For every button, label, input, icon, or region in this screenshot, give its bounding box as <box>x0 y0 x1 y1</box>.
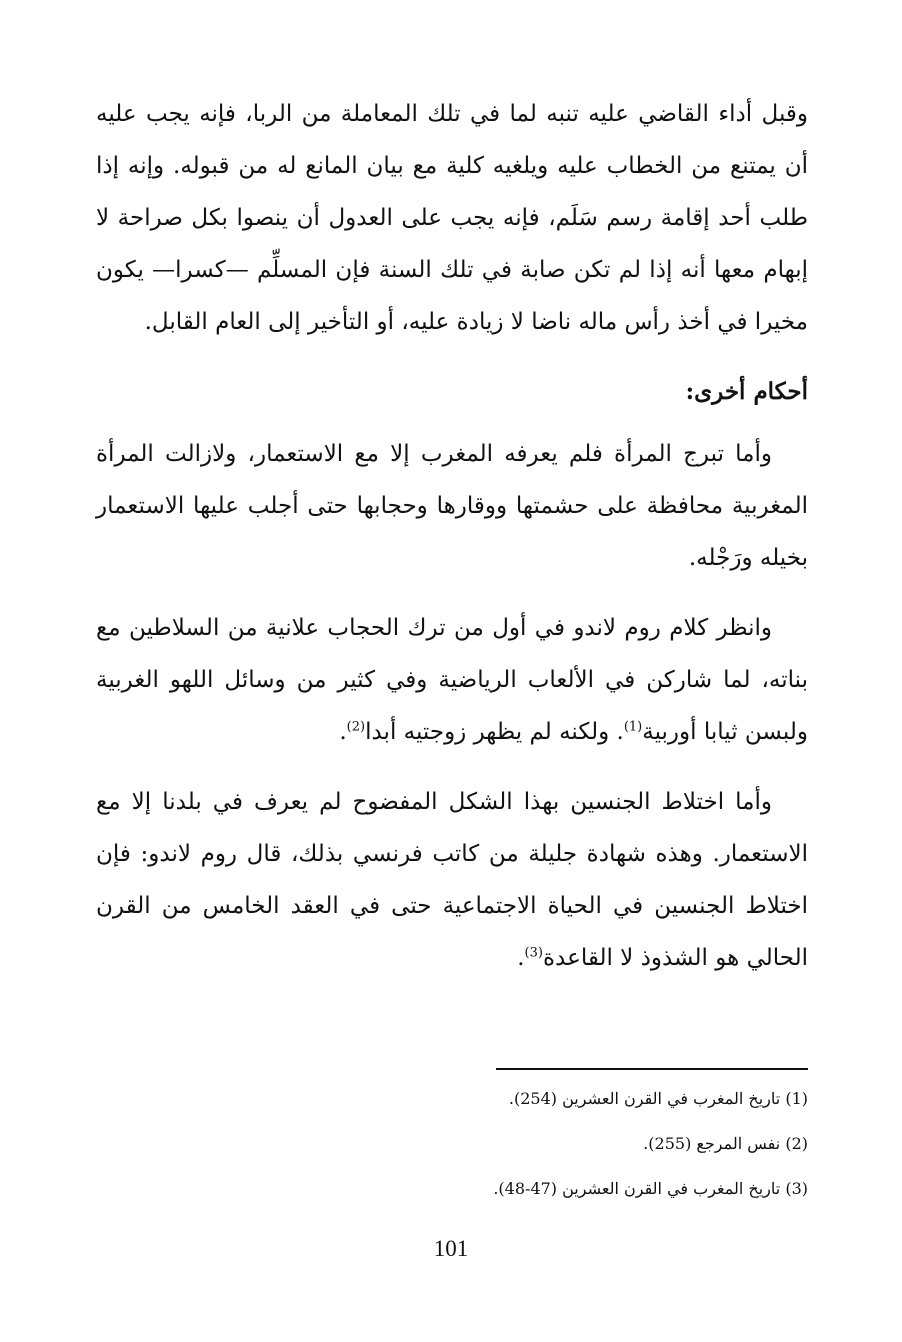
paragraph-3-text-a: وانظر كلام روم لاندو في أول من ترك الحجاب علانية من السلاطين مع بناته، لما شاركن في الألعاب الرياضية وفي كثير من وسائل اللهو الغربية ولبسن ثيابا أوربية <box>96 615 808 745</box>
section-heading: أحكام أخرى: <box>685 378 808 405</box>
footnotes <box>96 1088 808 1223</box>
page-number: 101 <box>433 1236 469 1261</box>
footnote-1: (1) تاريخ المغرب في القرن العشرين (254). <box>508 1089 808 1108</box>
paragraph-2: وأما تبرج المرأة فلم يعرفه المغرب إلا مع الاستعمار، ولازالت المرأة المغربية محافظة على حشمتها ووقارها وحجابها حتى أجلب عليها الاستعمار بخيله ورَجْله. <box>96 441 808 571</box>
footnote-ref-3[interactable]: (3) <box>524 945 543 961</box>
footnote-ref-1[interactable]: (1) <box>623 719 643 735</box>
paragraph-4-text-b: . <box>517 945 525 971</box>
paragraph-3-text-c: . <box>339 719 347 745</box>
paragraph-3-text-b: . ولكنه لم يظهر زوجتيه أبدا <box>365 719 624 745</box>
footnote-ref-2[interactable]: (2) <box>346 719 366 735</box>
footnote-divider <box>496 1068 808 1070</box>
footnote-2: (2) نفس المرجع (255). <box>643 1134 808 1153</box>
paragraph-4 <box>96 776 808 984</box>
paragraph-1: وقبل أداء القاضي عليه تنبه لما في تلك المعاملة من الربا، فإنه يجب عليه أن يمتنع من الخطاب عليه ويلغيه كلية مع بيان المانع له من قبوله. وإنه إذا طلب أحد إقامة رسم سَلَم، فإنه يجب على العدول أن ينصوا بكل صراحة لا إبهام معها أنه إذا لم تكن صابة في تلك السنة فإن المسلِّم —كسرا— يكون مخيرا في أخذ رأس ماله ناضا لا زيادة عليه، أو التأخير إلى العام القابل. <box>96 101 808 335</box>
paragraph-4-text-a: وأما اختلاط الجنسين بهذا الشكل المفضوح لم يعرف في بلدنا إلا مع الاستعمار. وهذه شهادة جليلة من كاتب فرنسي بذلك، قال روم لاندو: فإن اختلاط الجنسين في الحياة الاجتماعية حتى في العقد الخامس من القرن الحالي هو الشذوذ لا القاعدة <box>96 789 808 971</box>
footnote-3: (3) تاريخ المغرب في القرن العشرين (47-48). <box>493 1179 808 1198</box>
page-body <box>96 88 808 984</box>
paragraph-3 <box>96 602 808 758</box>
